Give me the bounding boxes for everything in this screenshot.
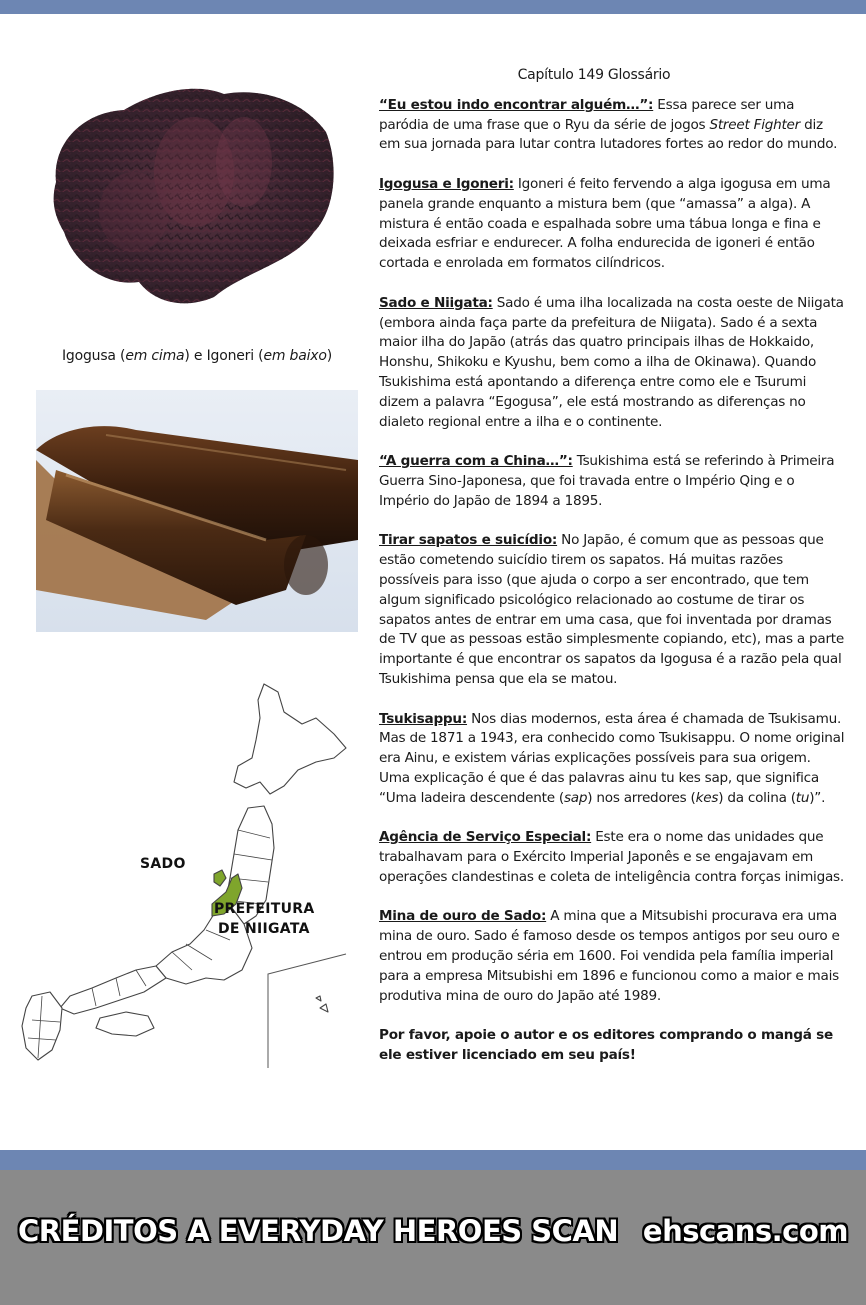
map-label-prefecture-line1: PREFEITURA	[214, 901, 315, 917]
image-caption: Igogusa (em cima) e Igoneri (em baixo)	[61, 348, 333, 364]
glossary-term: Tirar sapatos e suicídio:	[379, 532, 558, 549]
chapter-title: Capítulo 149 Glossário	[517, 67, 671, 83]
glossary-entry-special-service: Agência de Serviço Especial: Este era o nome das unidades que trabalhavam para o Exército Imperial Japonês e se engajavam em operações clandestinas e coleta de inteligência contra forças inimigas.	[379, 829, 844, 885]
support-note: Por favor, apoie o autor e os editores comprando o mangá se ele estiver licenciado em seu país!	[379, 1027, 833, 1064]
glossary-term: “Eu estou indo encontrar alguém…”:	[379, 96, 654, 113]
glossary-entry-ryu-quote: “Eu estou indo encontrar alguém…”: Essa parece ser uma paródia de uma frase que o Ryu da série de jogos Street Fighter diz em sua jornada para lutar contra lutadores fortes ao redor do mundo.	[379, 96, 838, 153]
igoneri-photo-image	[36, 390, 358, 632]
footer-band	[0, 1150, 866, 1170]
glossary-term: Sado e Niigata:	[379, 294, 493, 311]
glossary-entry-china-war: “A guerra com a China…”: Tsukishima está se referindo à Primeira Guerra Sino-Japonesa, que foi travada entre o Império Qing e o Império do Japão de 1894 a 1895.	[379, 453, 835, 509]
glossary-entry-igogusa: Igogusa e Igoneri: Igoneri é feito fervendo a alga igogusa em uma panela grande enquanto a mistura bem (que “amassa” a alga). A mistura é então coada e espalhada sobre uma tábua longa e fina e deixada esfriar e endurecer. A folha endurecida de igoneri é então cortada e enrolada em formatos cilíndricos.	[379, 175, 831, 272]
glossary-column	[379, 66, 845, 1066]
igogusa-seaweed-image	[44, 72, 340, 312]
japan-map-image	[16, 678, 352, 1068]
top-border	[0, 0, 866, 14]
glossary-term: Agência de Serviço Especial:	[379, 829, 592, 846]
glossary-page	[0, 14, 866, 1150]
glossary-entry-shoes-suicide: Tirar sapatos e suicídio: No Japão, é comum que as pessoas que estão cometendo suicídio tirem os sapatos. Há muitas razões possíveis para isso (que ajuda o corpo a ser encontrado, que tem algum significado psicológico relacionado ao costume de tirar os sapatos antes de entrar em uma casa, que foi inventada por dramas de TV que as pessoas estão simplesmente copiando, etc), mas a parte importante é que encontrar os sapatos da Igogusa é a razão pela qual Tsukishima pensa que ela se matou.	[379, 532, 844, 687]
glossary-term: Igogusa e Igoneri:	[379, 175, 514, 192]
map-label-sado: SADO	[140, 856, 186, 872]
credits-text: CRÉDITOS A EVERYDAY HEROES SCAN	[18, 1214, 619, 1248]
glossary-entry-sado-gold-mine: Mina de ouro de Sado: A mina que a Mitsubishi procurava era uma mina de ouro. Sado é famoso desde os tempos antigos por seu ouro e entrou em produção séria em 1600. Foi vendida pela família imperial para a empresa Mitsubishi em 1896 e funcionou como a maior e mais produtiva mina de ouro do Japão até 1989.	[379, 908, 840, 1004]
credits-footer	[0, 1170, 866, 1305]
glossary-term: Tsukisappu:	[379, 710, 468, 727]
glossary-entry-sado-niigata: Sado e Niigata: Sado é uma ilha localizada na costa oeste de Niigata (embora ainda faça parte da prefeitura de Niigata). Sado é a sexta maior ilha do Japão (atrás das quatro principais ilhas de Hokkaido, Honshu, Shikoku e Kyushu, bem como a ilha de Okinawa). Quando Tsukishima está apontando a diferença entre como ele e Tsurumi dizem a palavra “Egogusa”, ele está mostrando as diferenças no dialeto regional entre a ilha e o continente.	[379, 294, 844, 430]
site-name: ehscans.com	[642, 1214, 848, 1248]
glossary-term: Mina de ouro de Sado:	[379, 908, 547, 925]
glossary-term: “A guerra com a China…”:	[379, 453, 573, 470]
map-label-prefecture-line2: DE NIIGATA	[218, 921, 310, 937]
glossary-entry-tsukisappu: Tsukisappu: Nos dias modernos, esta área é chamada de Tsukisamu. Mas de 1871 a 1943, era conhecido como Tsukisappu. O nome original era Ainu, e existem várias explicações possíveis para sua origem. Uma explicação é que é das palavras ainu tu kes sap, que significa “Uma ladeira descendente (sap) nos arredores (kes) da colina (tu)”.	[379, 710, 845, 806]
